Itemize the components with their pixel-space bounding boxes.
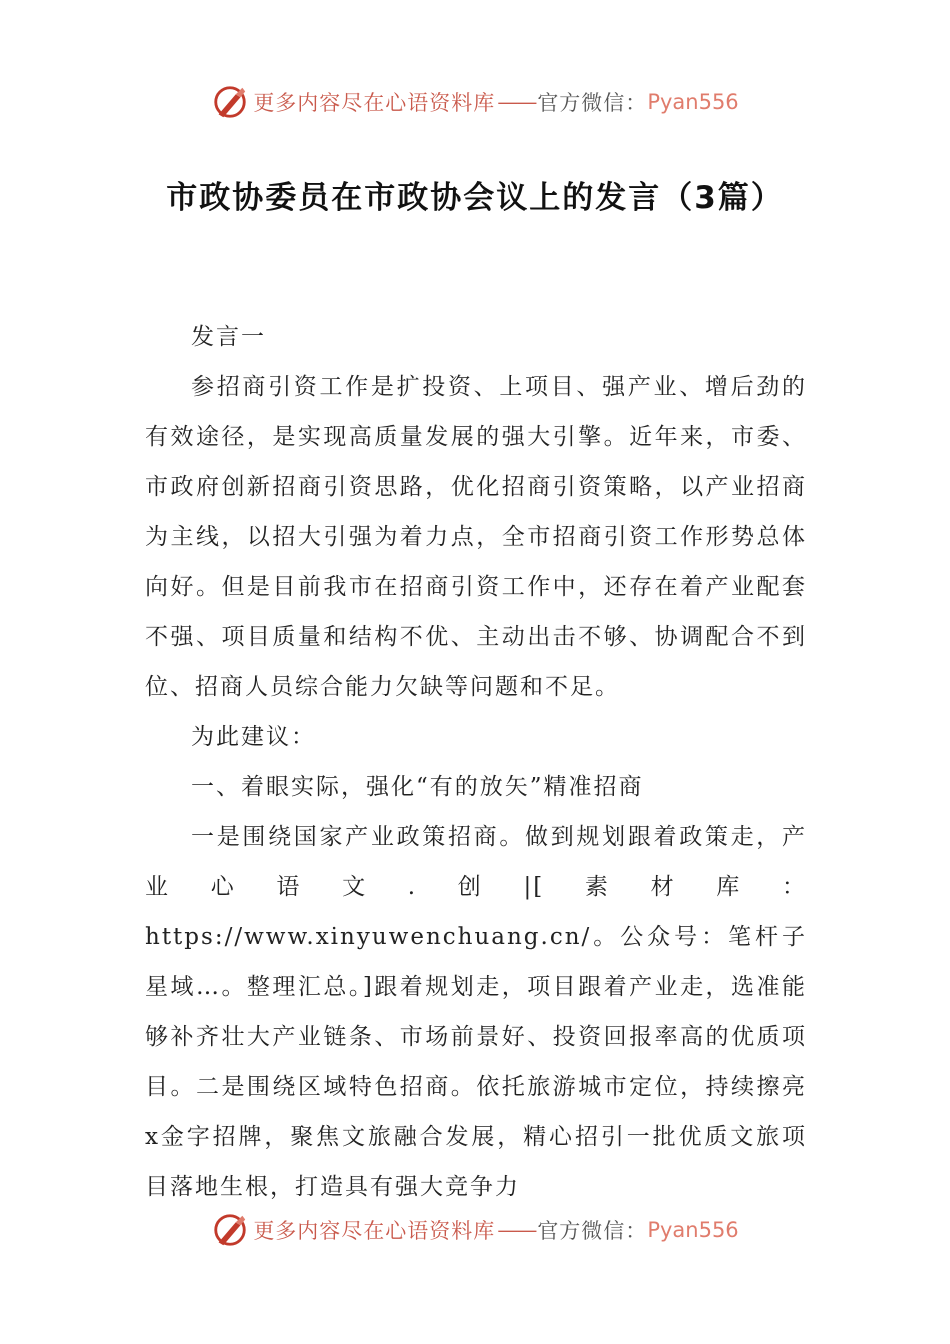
banner-dash: —— (497, 90, 536, 114)
document-title: 市政协委员在市政协会议上的发言（3篇） (166, 180, 784, 216)
paragraph: 发言一 (191, 324, 266, 350)
banner-wechat-label: 官方微信： (537, 91, 648, 115)
paragraph: 一、着眼实际，强化“有的放矢”精准招商 (191, 774, 644, 800)
banner-wechat-label: 官方微信： (537, 1219, 648, 1243)
paragraph: 参招商引资工作是扩投资、上项目、强产业、增后劲的有效途径，是实现高质量发展的强大引擎。近年来，市委、市政府创新招商引资思路，优化招商引资策略，以产业招商为主线，以招大引强为着力点，全市招商引资工作形势总体向好。但是目前我市在招商引资工作中，还存在着产业配套不强、项目质量和结构不优、主动出击不够、协调配合不到位、招商人员综合能力欠缺等问题和不足。 (145, 374, 807, 700)
pen-nib-logo-icon (211, 83, 249, 121)
pen-nib-logo-icon (211, 1211, 249, 1249)
paragraph: 为此建议： (191, 724, 316, 750)
footer-banner (0, 1210, 950, 1250)
header-banner (0, 82, 950, 122)
banner-slogan: 更多内容尽在心语资料库 (253, 1219, 496, 1243)
banner-wechat-id: Pyan556 (647, 1218, 739, 1242)
banner-dash: —— (497, 1218, 536, 1242)
banner-slogan: 更多内容尽在心语资料库 (253, 91, 496, 115)
document-body (145, 312, 807, 1212)
paragraph: 一是围绕国家产业政策招商。做到规划跟着政策走，产业心语文.创|[素材库：https://www.xinyuwenchuang.cn/。公众号：笔杆子星域…。整理汇总。]跟着规划走，项目跟着产业走，选准能够补齐壮大产业链条、市场前景好、投资回报率高的优质项目。二是围绕区域特色招商。依托旅游城市定位，持续擦亮x金字招牌，聚焦文旅融合发展，精心招引一批优质文旅项目落地生根，打造具有强大竞争力 (145, 824, 807, 1200)
banner-wechat-id: Pyan556 (647, 90, 739, 114)
